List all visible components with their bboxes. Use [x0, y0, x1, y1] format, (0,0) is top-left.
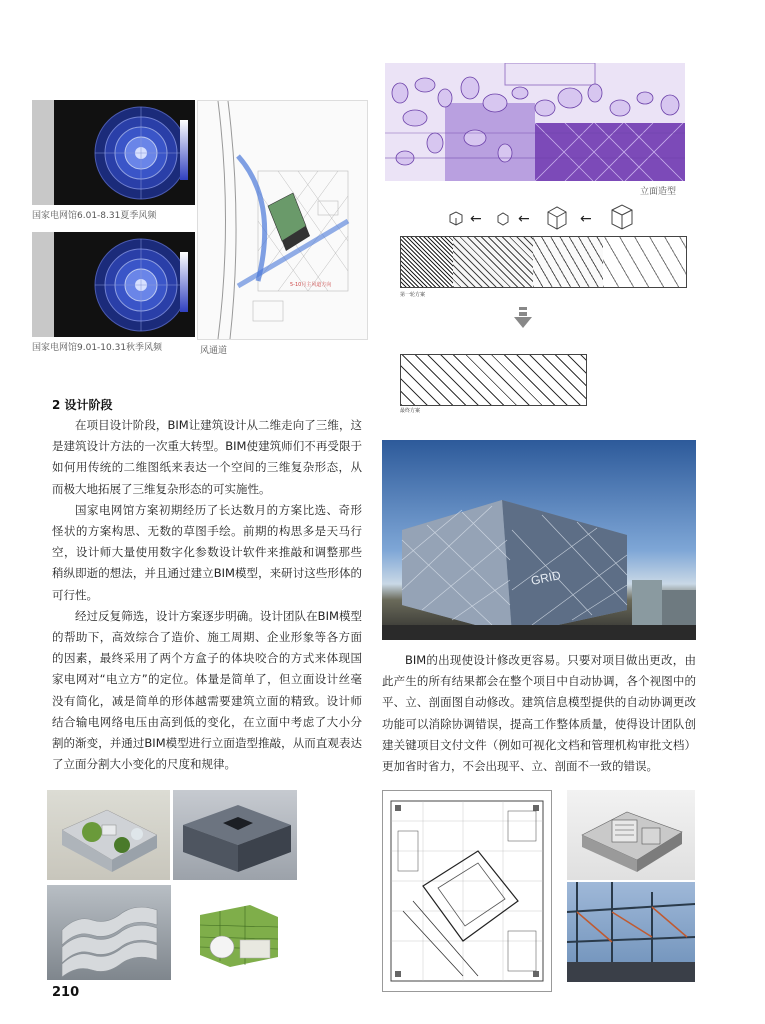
building-render-photo: [382, 440, 696, 640]
model-photo-3: [47, 885, 171, 980]
page-number: 210: [52, 985, 80, 1000]
section-heading: 2 设计阶段: [52, 398, 113, 412]
wind-channel-caption: 风通道: [200, 346, 228, 356]
final-scheme-label: 最终方案: [400, 408, 421, 414]
floor-plan-drawing: [382, 790, 552, 992]
svg-text:←: ←: [470, 211, 482, 227]
wind-rose-chart: [92, 104, 190, 202]
final-scheme-facade: [400, 354, 587, 406]
bim-model-render: [567, 790, 695, 880]
first-scheme-label: 第一轮方案: [400, 292, 426, 298]
first-scheme-facade: [400, 236, 687, 288]
wind-channel-label: 5-10月主风道方向: [290, 282, 332, 288]
model-photo-2: [173, 790, 297, 880]
down-arrow-icon: [512, 307, 534, 329]
right-column-text: [382, 650, 696, 777]
wind-rose-autumn-figure: [32, 232, 195, 337]
wind-channel-site-plan: [197, 100, 368, 340]
cube-evolution-row: [440, 203, 650, 233]
wind-autumn-caption: 国家电网馆9.01-10.31秋季风频: [32, 343, 163, 353]
cube-icon: [450, 212, 462, 225]
facade-pattern-figure: [385, 63, 685, 181]
structure-render: [567, 882, 695, 982]
wind-summer-caption: 国家电网馆6.01-8.31夏季风频: [32, 211, 157, 221]
paragraph-4: BIM的出现使设计修改更容易。只要对项目做出更改，由此产生的所有结果都会在整个项目中自动协调，各个视图中的平、立、剖面图自动修改。建筑信息模型提供的自动协调更改功能可以消除协调错误，提高工作整体质量，使得设计团队创建关键项目文付文件（例如可视化文档和管理机构审批文档）更加省时省力，不会出现平、立、剖面不一致的错误。: [382, 653, 696, 774]
left-column-text: [52, 415, 362, 775]
svg-text:←: ←: [580, 211, 592, 227]
paragraph-1: 在项目设计阶段，BIM让建筑设计从二维走向了三维，这是建筑设计方法的一次重大转型。BIM使建筑师们不再受限于如何用传统的二维图纸来表达一个空间的三维复杂形态，从而极大地拓展了三维复杂形态的可实施性。: [52, 418, 362, 496]
wind-rose-summer-figure: [32, 100, 195, 205]
svg-text:GRID: GRID: [529, 568, 562, 588]
model-photo-4: [190, 895, 285, 975]
svg-text:←: ←: [518, 211, 530, 227]
model-photo-1: [47, 790, 170, 880]
paragraph-3: 经过反复筛选，设计方案逐步明确。设计团队在BIM模型的帮助下，高效综合了造价、施工周期、企业形象等各方面的因素，最终采用了两个方盒子的体块咬合的方式来体现国家电网对“电立方”的定位。体量是简单了，但立面设计丝毫没有简化，减是简单的形体越需要建筑立面的精致。设计师结合输电网络电压由高到低的变化，在立面中考虑了大小分割的渐变，并通过BIM模型进行立面造型推敲，从而直观表达了立面分割大小变化的尺度和规律。: [52, 608, 362, 772]
paragraph-2: 国家电网馆方案初期经历了长达数月的方案比选、奇形怪状的方案构思、无数的草图手绘。前期的构思多是天马行空，设计师大量使用数字化参数设计软件来推敲和调整那些稍纵即逝的想法，并且通过建立BIM模型，来研讨这些形体的可行性。: [52, 502, 362, 602]
wind-rose-chart: [92, 236, 190, 334]
facade-caption: 立面造型: [640, 187, 677, 197]
